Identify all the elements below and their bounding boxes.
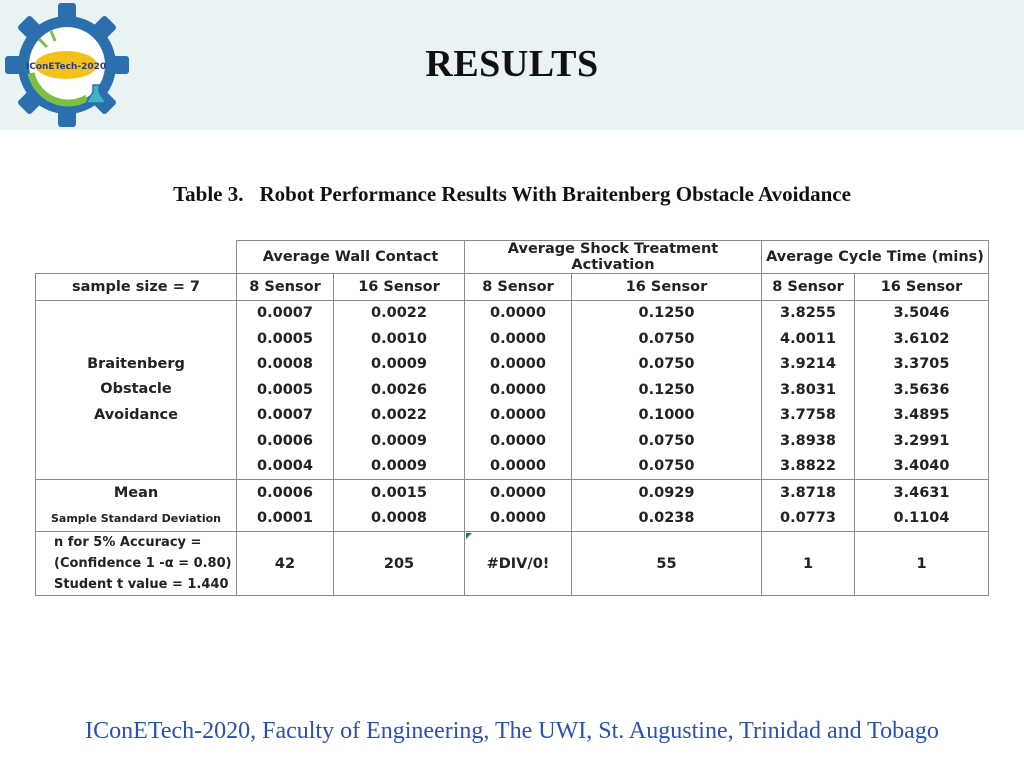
table-cell: 0.0000 [465, 428, 572, 454]
table-cell: 3.8255 [762, 300, 855, 326]
table-cell: 0.0009 [334, 454, 465, 480]
table-cell: 3.5636 [855, 377, 989, 403]
table-cell: 0.0238 [572, 506, 762, 532]
table-cell: 3.2991 [855, 428, 989, 454]
table-cell: 0.0022 [334, 300, 465, 326]
column-header: 8 Sensor [762, 274, 855, 301]
table-cell: 0.0750 [572, 326, 762, 352]
table-cell: 1 [762, 532, 855, 596]
logo-text: IConETech-2020 [25, 62, 107, 72]
sd-label: Sample Standard Deviation [36, 506, 237, 532]
group-header-row [36, 241, 989, 274]
table-cell: 0.0008 [334, 506, 465, 532]
table-cell: 0.0750 [572, 428, 762, 454]
table-cell: 3.9214 [762, 352, 855, 378]
column-header: 8 Sensor [237, 274, 334, 301]
table-cell: 0.0750 [572, 352, 762, 378]
table-cell: 0.0026 [334, 377, 465, 403]
table-cell: 0.0000 [465, 403, 572, 429]
column-header: 16 Sensor [855, 274, 989, 301]
table-cell: 205 [334, 532, 465, 596]
table-cell: 3.4895 [855, 403, 989, 429]
table-caption [0, 182, 1024, 207]
table-cell: 1 [855, 532, 989, 596]
header-band [0, 0, 1024, 130]
mean-row [36, 480, 989, 506]
method-label [36, 300, 237, 480]
results-table [35, 240, 989, 596]
table-cell: 0.0000 [465, 506, 572, 532]
table-cell: 0.0022 [334, 403, 465, 429]
page-title: RESULTS [425, 43, 599, 85]
n-label-line: (Confidence 1 -α = 0.80) [54, 556, 232, 571]
table-cell: 0.0929 [572, 480, 762, 506]
footer-text: IConETech-2020, Faculty of Engineering, The UWI, St. Augustine, Trinidad and Tobago [85, 718, 939, 744]
table-cell: 0.0000 [465, 352, 572, 378]
table-cell: 0.0000 [465, 326, 572, 352]
table-cell: 55 [572, 532, 762, 596]
table-cell: 0.0006 [237, 480, 334, 506]
table-cell: 42 [237, 532, 334, 596]
table-cell: 0.0010 [334, 326, 465, 352]
table-cell: 0.0006 [237, 428, 334, 454]
table-cell: 0.0004 [237, 454, 334, 480]
method-label-line: Obstacle [100, 381, 172, 397]
column-header: 16 Sensor [572, 274, 762, 301]
table-cell: 3.3705 [855, 352, 989, 378]
table-cell: 0.1250 [572, 377, 762, 403]
table-cell: 0.0007 [237, 403, 334, 429]
n-label-line: n for 5% Accuracy = [54, 535, 202, 550]
group-header: Average Wall Contact [237, 241, 465, 274]
sensor-header-row [36, 274, 989, 301]
group-header: Average Shock Treatment Activation [465, 241, 762, 274]
table-cell: 0.0000 [465, 480, 572, 506]
table-cell: 0.0005 [237, 326, 334, 352]
table-cell: 0.0015 [334, 480, 465, 506]
n-label-line: Student t value = 1.440 [54, 577, 229, 592]
table-cell: 3.8718 [762, 480, 855, 506]
table-cell: 0.0007 [237, 300, 334, 326]
table-row [36, 300, 989, 326]
table-cell-error: #DIV/0! [465, 532, 572, 596]
table-cell: 0.0001 [237, 506, 334, 532]
table-cell: 0.0009 [334, 352, 465, 378]
n-accuracy-row [36, 532, 989, 596]
table-cell: 0.0009 [334, 428, 465, 454]
n-accuracy-label [36, 532, 237, 596]
group-header: Average Cycle Time (mins) [762, 241, 989, 274]
sd-row [36, 506, 989, 532]
table-cell: 3.8031 [762, 377, 855, 403]
method-label-line: Braitenberg [87, 355, 185, 372]
method-label-line: Avoidance [93, 406, 178, 423]
table-cell: 0.0750 [572, 454, 762, 480]
table-cell: 3.7758 [762, 403, 855, 429]
table-cell: 0.0005 [237, 377, 334, 403]
table-cell: 0.1104 [855, 506, 989, 532]
column-header: 8 Sensor [465, 274, 572, 301]
table-cell: 0.1250 [572, 300, 762, 326]
column-header: 16 Sensor [334, 274, 465, 301]
table-cell: 3.4631 [855, 480, 989, 506]
table-cell: 4.0011 [762, 326, 855, 352]
table-cell: 0.1000 [572, 403, 762, 429]
table-caption-text: Robot Performance Results With Braitenberg Obstacle Avoidance [259, 182, 851, 206]
table-cell: 0.0000 [465, 454, 572, 480]
table-cell: 3.6102 [855, 326, 989, 352]
table-cell: 0.0773 [762, 506, 855, 532]
table-cell: 3.8822 [762, 454, 855, 480]
table-cell: 0.0000 [465, 377, 572, 403]
table-caption-number: Table 3. [173, 182, 244, 206]
sample-size-label: sample size = 7 [36, 274, 237, 301]
table-cell: 0.0000 [465, 300, 572, 326]
table-cell: 0.0008 [237, 352, 334, 378]
table-cell: 3.8938 [762, 428, 855, 454]
table-cell: 3.4040 [855, 454, 989, 480]
table-cell: 3.5046 [855, 300, 989, 326]
mean-label: Mean [36, 480, 237, 506]
